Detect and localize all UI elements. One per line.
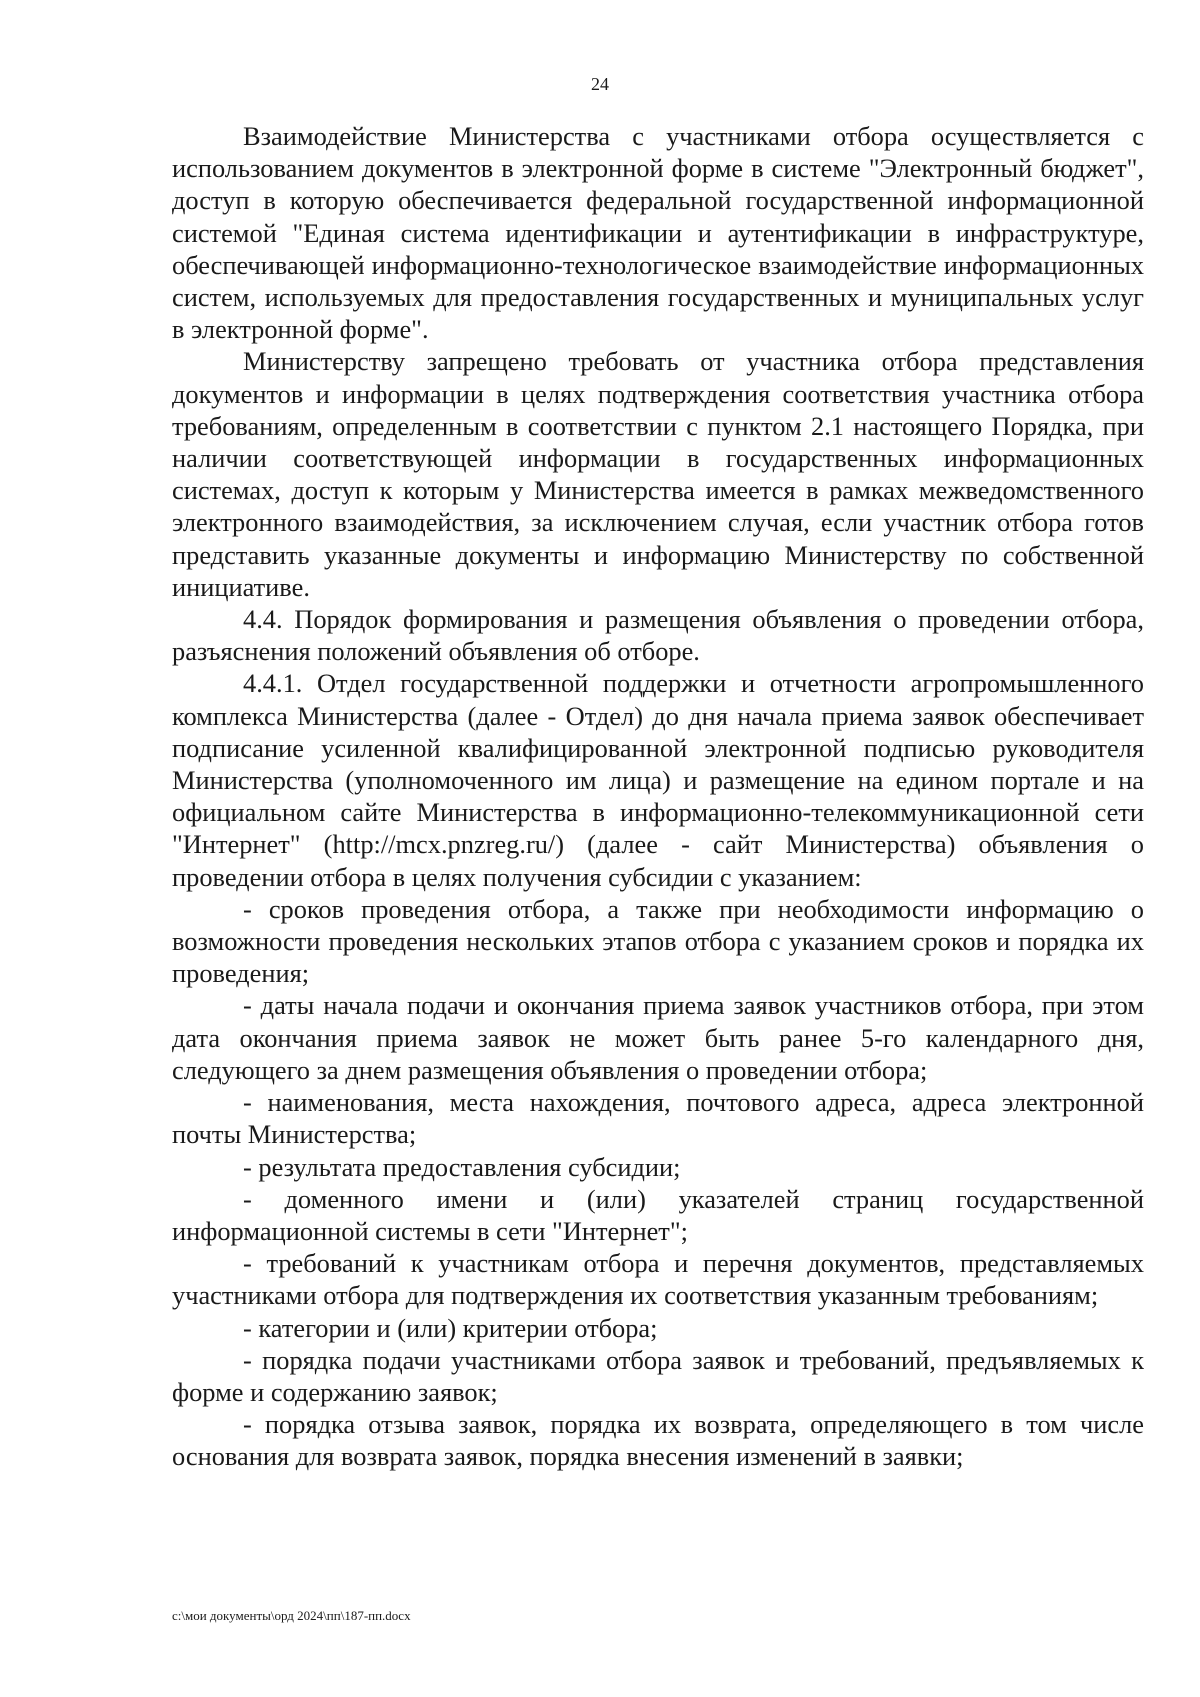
paragraph-ministry-prohibition: Министерству запрещено требовать от участника отбора представления документов и информации в целях подтверждения соответствия участника отбора требованиям, определенным в соответствии с пунктом 2.1 настоящего Порядка, при наличии соответствующей информации в государственных информационных системах, доступ к которым у Министерства имеется в рамках межведомственного электронного взаимодействия, за исключением случая, если участник отбора готов представить указанные документы и информацию Министерству по собственной инициативе. [172, 346, 1144, 602]
list-item-ministry-contacts: - наименования, места нахождения, почтового адреса, адреса электронной почты Министерства; [172, 1087, 1144, 1150]
page-number: 24 [591, 74, 609, 94]
list-item-selection-criteria: - категории и (или) критерии отбора; [243, 1312, 658, 1343]
paragraph-interaction-electronic-budget: Взаимодействие Министерства с участниками отбора осуществляется с использованием документов в электронной форме в системе "Электронный бюджет", доступ в которую обеспечивается федеральной государственной информационной системой "Единая система идентификации и аутентификации в инфраструктуре, обеспечивающей информационно-технологическое взаимодействие информационных систем, используемых для предоставления государственных и муниципальных услуг в электронной форме". [172, 121, 1144, 345]
list-item-domain-name: - доменного имени и (или) указателей страниц государственной информационной системы в сети "Интернет"; [172, 1183, 1144, 1246]
paragraph-4-4-1: 4.4.1. Отдел государственной поддержки и отчетности агропромышленного комплекса Министерства (далее - Отдел) до дня начала приема заявок обеспечивает подписание усиленной квалифицированной электронной подписью руководителя Министерства (уполномоченного им лица) и размещение на едином портале и на официальном сайте Министерства в информационно-телекоммуникационной сети "Интернет" (http://mcx.pnzreg.ru/) (далее - сайт Министерства) объявления о проведении отбора в целях получения субсидии с указанием: [172, 668, 1144, 892]
document-body [172, 120, 1144, 1473]
list-item-application-procedure: - порядка подачи участниками отбора заявок и требований, предъявляемых к форме и содержанию заявок; [172, 1344, 1144, 1407]
list-item-application-dates: - даты начала подачи и окончания приема заявок участников отбора, при этом дата окончания приема заявок не может быть ранее 5-го календарного дня, следующего за днем размещения объявления о проведении отбора; [172, 990, 1144, 1085]
list-item-participant-requirements: - требований к участникам отбора и перечня документов, представляемых участниками отбора для подтверждения их соответствия указанным требованиям; [172, 1248, 1144, 1311]
list-item-application-withdrawal: - порядка отзыва заявок, порядка их возврата, определяющего в том числе основания для возврата заявок, порядка внесения изменений в заявки; [172, 1409, 1144, 1472]
list-item-selection-terms: - сроков проведения отбора, а также при необходимости информацию о возможности проведения нескольких этапов отбора с указанием сроков и порядка их проведения; [172, 893, 1144, 989]
footer-file-path: c:\мои документы\орд 2024\пп\187-пп.docx [172, 1608, 411, 1623]
paragraph-4-4-heading: 4.4. Порядок формирования и размещения объявления о проведении отбора, разъяснения положений объявления об отборе. [172, 604, 1144, 667]
list-item-subsidy-result: - результата предоставления субсидии; [243, 1151, 681, 1182]
